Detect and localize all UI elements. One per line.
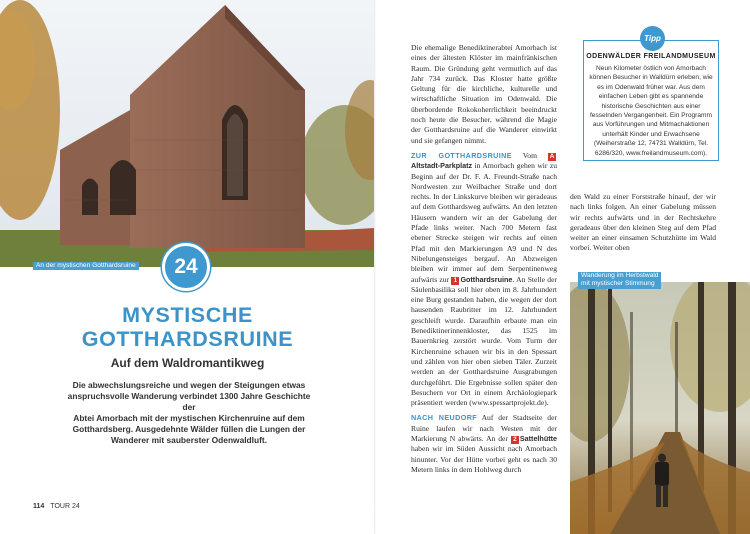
section-lead: Vom bbox=[522, 150, 538, 160]
waypoint-marker-a: A bbox=[549, 152, 555, 160]
footer-section: TOUR 24 bbox=[50, 503, 80, 510]
waypoint-marker-2: 2 bbox=[511, 436, 519, 444]
tour-number-badge: 24 bbox=[162, 243, 210, 291]
intro-line: anspruchsvolle Wanderung verbindet 1300 Jahre Geschichte der bbox=[67, 391, 311, 412]
section-text: . An Stelle der Säulenbasilika soll hier oben im 8. Jahrhundert eine Burg gestanden haben, die wegen der dort hausenden Raubritter im 12. Jahrhundert geschleift wurde. Daraufhin erbaute man ein Benediktinerinnenkloster, das 1525 im Bauernkrieg zerstört wurde. Vom Turm der Kirchenruine schauen wir bis in den Spessart und zählen von hier oben sieben Täler. Zurzeit werden an der Gotthardsruine Ausgrabungen durchgeführt. Die Ergebnisse sollen später den Besuchern vor Ort in einem Archäologiepark präsentiert werden (www.spessartprojekt.de). bbox=[411, 274, 557, 408]
tip-badge: Tipp bbox=[640, 26, 665, 51]
book-spine bbox=[374, 0, 376, 534]
section-nach-neudorf bbox=[411, 413, 557, 475]
page-subtitle: Auf dem Waldromantikweg bbox=[110, 356, 265, 370]
intro-paragraph: Die ehemalige Benediktinerabtei Amorbach ist eines der ältesten Klöster im mainfränkischen Raum. Die Gründung geht vermutlich auf das Jahr 734 zurück. Das Kloster hatte größte Geltung für die kirchliche, kulturelle und wirtschaftliche Situation im Odenwald. Die überbordende Rokokoherrlichkeit beeindruckt noch heute die Besucher, während die Magie der Gotthardsruine auf die Wanderer einwirkt und sie gefangen nimmt. bbox=[411, 43, 557, 145]
section-heading: ZUR GOTTHARDSRUINE bbox=[411, 150, 512, 160]
caption-line: Wanderung im Herbstwald bbox=[581, 272, 659, 279]
text-column-a bbox=[411, 43, 557, 475]
intro-line: Wanderer mit sauberster Odenwaldluft. bbox=[110, 435, 268, 445]
photo-caption-ruin: An der mystischen Gotthardsruine bbox=[33, 262, 139, 270]
intro-line: Gotthardsberg. Ausgedehnte Wälder füllen die Lungen der bbox=[72, 424, 306, 434]
page-title-line1: MYSTISCHE bbox=[122, 303, 253, 327]
text-column-b bbox=[570, 192, 716, 254]
section-zur-gotthardsruine bbox=[411, 151, 557, 408]
waypoint-marker-1: 1 bbox=[451, 277, 459, 285]
continued-text: den Wald zu einer Forststraße hinauf, der wir nach links folgen. An einer Gabelung müssen wir rechts aufwärts und in der Rechtskehre geradeaus über den kleinen Steg auf dem Pfad weiter an einer einsamen Schutzhütte im Wald vorbei. Weiter oben bbox=[570, 192, 716, 253]
section-text: haben wir im Süden Aussicht nach Amorbach hinunter. Vor der Hütte vorbei geht es nach 30 Metern links in dem Hohlweg durch bbox=[411, 444, 557, 474]
photo-caption-forest bbox=[578, 272, 661, 289]
page-number: 114 bbox=[33, 503, 45, 510]
page-title-line2: GOTTHARDSRUINE bbox=[81, 327, 294, 351]
tip-text: Neun Kilometer östlich von Amorbach können Besucher in Walldürn erleben, wie es im Odenwald früher war. Aus dem einfachen Leben gibt es spannende historische Geschichten aus einer fesselnden Vergangenheit. Ein Programm aus Vorführungen und Mitmachaktionen unterhält Kinder und Erwachsene (Weiherstraße 12, 74731 Walldürn, Tel. 6286/320, www.freilandmuseum.com). bbox=[589, 65, 713, 157]
waypoint-name: Sattelhütte bbox=[519, 433, 557, 443]
section-heading: NACH NEUDORF bbox=[411, 413, 478, 423]
ruin-photo bbox=[0, 0, 375, 267]
waypoint-name: Gotthardsruine bbox=[460, 274, 513, 284]
tip-title: ODENWÄLDER FREILANDMUSEUM bbox=[586, 53, 716, 60]
caption-line: mit mystischer Stimmung bbox=[581, 280, 655, 288]
intro-text bbox=[66, 380, 312, 446]
intro-line: Die abwechslungsreiche und wegen der Steigungen etwas bbox=[72, 380, 306, 390]
forest-photo bbox=[570, 282, 750, 534]
section-text: Auf der Stadtseite der Ruine laufen wir nach Westen mit der Markierung N abwärts. An der bbox=[411, 413, 557, 443]
waypoint-name: Altstadt-Parkplatz bbox=[411, 161, 473, 171]
page-footer bbox=[33, 503, 80, 510]
intro-line: Abtei Amorbach mit der mystischen Kirchenruine auf dem bbox=[73, 413, 305, 423]
section-text: in Amorbach gehen wir zu Beginn auf der Dr. F. A. Freundt-Straße nach Nordwesten zur Weilbacher Straße und dort rechts. In der Linkskurve bleiben wir geradeaus auf dem Gotthardsweg aufwärts. An den letzten Häusern wandern wir an der Gabelung der Pfade links weiter. Nach 700 Metern fast ebener Strecke steigen wir rechts auf einen Pfad mit den Markierungen A9 und N des Nibelungensteiges bergauf. An Abzweigen bleiben wir immer auf dem Serpentinenweg aufwärts zur bbox=[411, 161, 557, 284]
